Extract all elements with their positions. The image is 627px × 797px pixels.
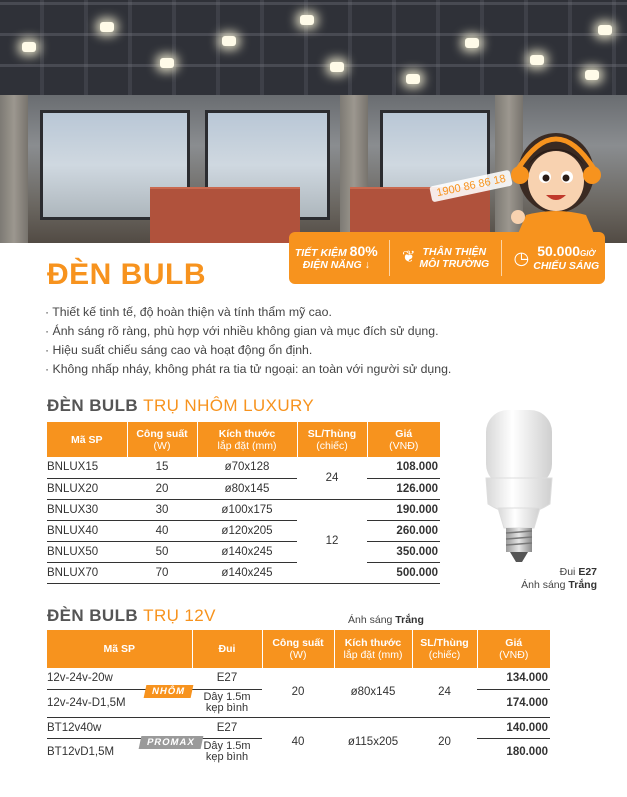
caption-label: Ánh sáng [521, 579, 566, 591]
product-code: 12v-24v-D1,5M [47, 689, 192, 717]
ceiling-lamp [585, 70, 599, 80]
socket: Dây 1.5m kẹp bình [203, 740, 251, 764]
ceiling-lamp [22, 42, 36, 52]
section-title-sub: TRỤ 12V [143, 606, 216, 625]
bulb-caption [505, 566, 597, 592]
product-code: 12v-24v-20w [47, 668, 192, 689]
feature-item: · Không nhấp nháy, không phát ra tia tử ngoại: an toàn với người sử dụng. [45, 360, 585, 379]
section2-title [47, 606, 216, 626]
ceiling-lamp [100, 22, 114, 32]
size: ø70x128 [197, 457, 297, 478]
size: ø100x175 [197, 499, 297, 520]
divider [501, 240, 502, 276]
feature-item: · Hiệu suất chiếu sáng cao và hoạt động ổn định. [45, 341, 585, 360]
col-header: Mã SP [47, 630, 192, 668]
badge-eco-friendly [402, 246, 489, 270]
col-header: Công suất (W) [127, 422, 197, 457]
badge-value: 80% [349, 243, 378, 259]
price: 126.000 [367, 478, 440, 499]
badge-text: MÔI TRƯỜNG [419, 258, 490, 270]
table-row [47, 520, 440, 541]
ceiling-lamp [406, 74, 420, 84]
price: 108.000 [367, 457, 440, 478]
feature-badges [289, 232, 605, 284]
ceiling-grid [0, 0, 627, 95]
product-code: BT12vD1,5M [47, 746, 115, 759]
col-header: Giá (VNĐ) [367, 422, 440, 457]
ceiling-lamp [300, 15, 314, 25]
ceiling-lamp [222, 36, 236, 46]
badge-text: TIẾT KIỆM [294, 247, 347, 259]
socket: E27 [192, 717, 262, 738]
price: 174.000 [477, 689, 550, 717]
table-row [47, 717, 550, 738]
feature-item: · Thiết kế tinh tế, độ hoàn thiện và tính thẩm mỹ cao. [45, 303, 585, 322]
size: ø115x205 [347, 735, 399, 748]
badge-energy-saving [295, 245, 378, 271]
price: 260.000 [367, 520, 440, 541]
badge-text: THÂN THIỆN [422, 246, 487, 258]
size: ø140x245 [197, 562, 297, 583]
power: 50 [127, 541, 197, 562]
leaf-icon: ❦ [402, 249, 416, 266]
size: ø120x205 [197, 520, 297, 541]
price: 140.000 [477, 717, 550, 738]
pillar [0, 95, 28, 243]
table-row [47, 499, 440, 520]
divider [389, 240, 390, 276]
power: 20 [262, 668, 334, 717]
caption-value: Trắng [568, 579, 597, 591]
ceiling-lamp [330, 62, 344, 72]
material-tag-aluminium: NHÔM [144, 685, 194, 698]
partition [150, 187, 300, 243]
badge-text: ĐIỆN NĂNG [302, 259, 362, 271]
quantity: 24 [412, 668, 477, 717]
badge-unit: GIỜ [580, 248, 596, 258]
col-header: Giá (VNĐ) [477, 630, 550, 668]
price: 180.000 [506, 746, 548, 759]
ceiling-lamp [530, 55, 544, 65]
product-code: BNLUX40 [47, 520, 127, 541]
quantity: 20 [438, 735, 451, 748]
product-code: BNLUX50 [47, 541, 127, 562]
price: 350.000 [367, 541, 440, 562]
quantity: 24 [297, 457, 367, 499]
table-row [47, 478, 440, 499]
product-code: BNLUX70 [47, 562, 127, 583]
col-header: Kích thước lắp đặt (mm) [334, 630, 412, 668]
badge-lifetime [513, 242, 600, 272]
feature-item: · Ánh sáng rõ ràng, phù hợp với nhiều không gian và mục đích sử dụng. [45, 322, 585, 341]
hotline-number: 1900 86 86 18 [429, 170, 513, 203]
power: 40 [127, 520, 197, 541]
quantity: 12 [297, 499, 367, 583]
socket: E27 [192, 668, 262, 689]
material-tag-promax: PROMAX [139, 736, 203, 749]
clock-icon: ◷ [513, 248, 530, 268]
caption-value: E27 [578, 566, 597, 578]
table-row [47, 668, 550, 689]
col-header: Đui [192, 630, 262, 668]
size: ø80x145 [197, 478, 297, 499]
ceiling-lamp [598, 25, 612, 35]
col-header: SL/Thùng (chiếc) [412, 630, 477, 668]
product-code: BNLUX30 [47, 499, 127, 520]
caption-label: Đui [559, 566, 576, 578]
feature-list [45, 303, 585, 379]
product-code: BT12v40w [47, 717, 192, 738]
mascot-illustration [508, 115, 603, 243]
section-title-main: ĐÈN BULB [47, 396, 139, 415]
12v-price-table [47, 630, 550, 766]
size: ø140x245 [197, 541, 297, 562]
price: 190.000 [367, 499, 440, 520]
section-title-main: ĐÈN BULB [47, 606, 139, 625]
section-title-sub: TRỤ NHÔM LUXURY [143, 396, 315, 415]
size: ø80x145 [334, 668, 412, 717]
bulb-product-image [484, 406, 554, 566]
section1-title [47, 396, 314, 416]
ceiling-lamp [160, 58, 174, 68]
caption-value: Trắng [395, 614, 424, 626]
col-header: Kích thước lắp đặt (mm) [197, 422, 297, 457]
price: 134.000 [477, 668, 550, 689]
socket: Dây 1.5m kẹp bình [192, 689, 262, 717]
arrow-down-icon: ↓ [364, 259, 370, 271]
power: 40 [291, 735, 305, 748]
caption-label: Ánh sáng [348, 614, 393, 626]
table-row [47, 541, 440, 562]
col-header: Công suất (W) [262, 630, 334, 668]
product-code: BNLUX20 [47, 478, 127, 499]
luxury-price-table [47, 422, 440, 584]
badge-value: 50.000 [537, 242, 581, 259]
badge-text: CHIẾU SÁNG [533, 259, 600, 272]
power: 20 [127, 478, 197, 499]
ceiling-lamp [465, 38, 479, 48]
power: 30 [127, 499, 197, 520]
price: 500.000 [367, 562, 440, 583]
hero-banner [0, 0, 627, 243]
power: 70 [127, 562, 197, 583]
product-code: BNLUX15 [47, 457, 127, 478]
col-header: Mã SP [47, 422, 127, 457]
light-color-note [348, 614, 424, 626]
col-header: SL/Thùng (chiếc) [297, 422, 367, 457]
page-title: ĐÈN BULB [47, 258, 206, 291]
table-row [47, 457, 440, 478]
table-row [47, 562, 440, 583]
power: 15 [127, 457, 197, 478]
